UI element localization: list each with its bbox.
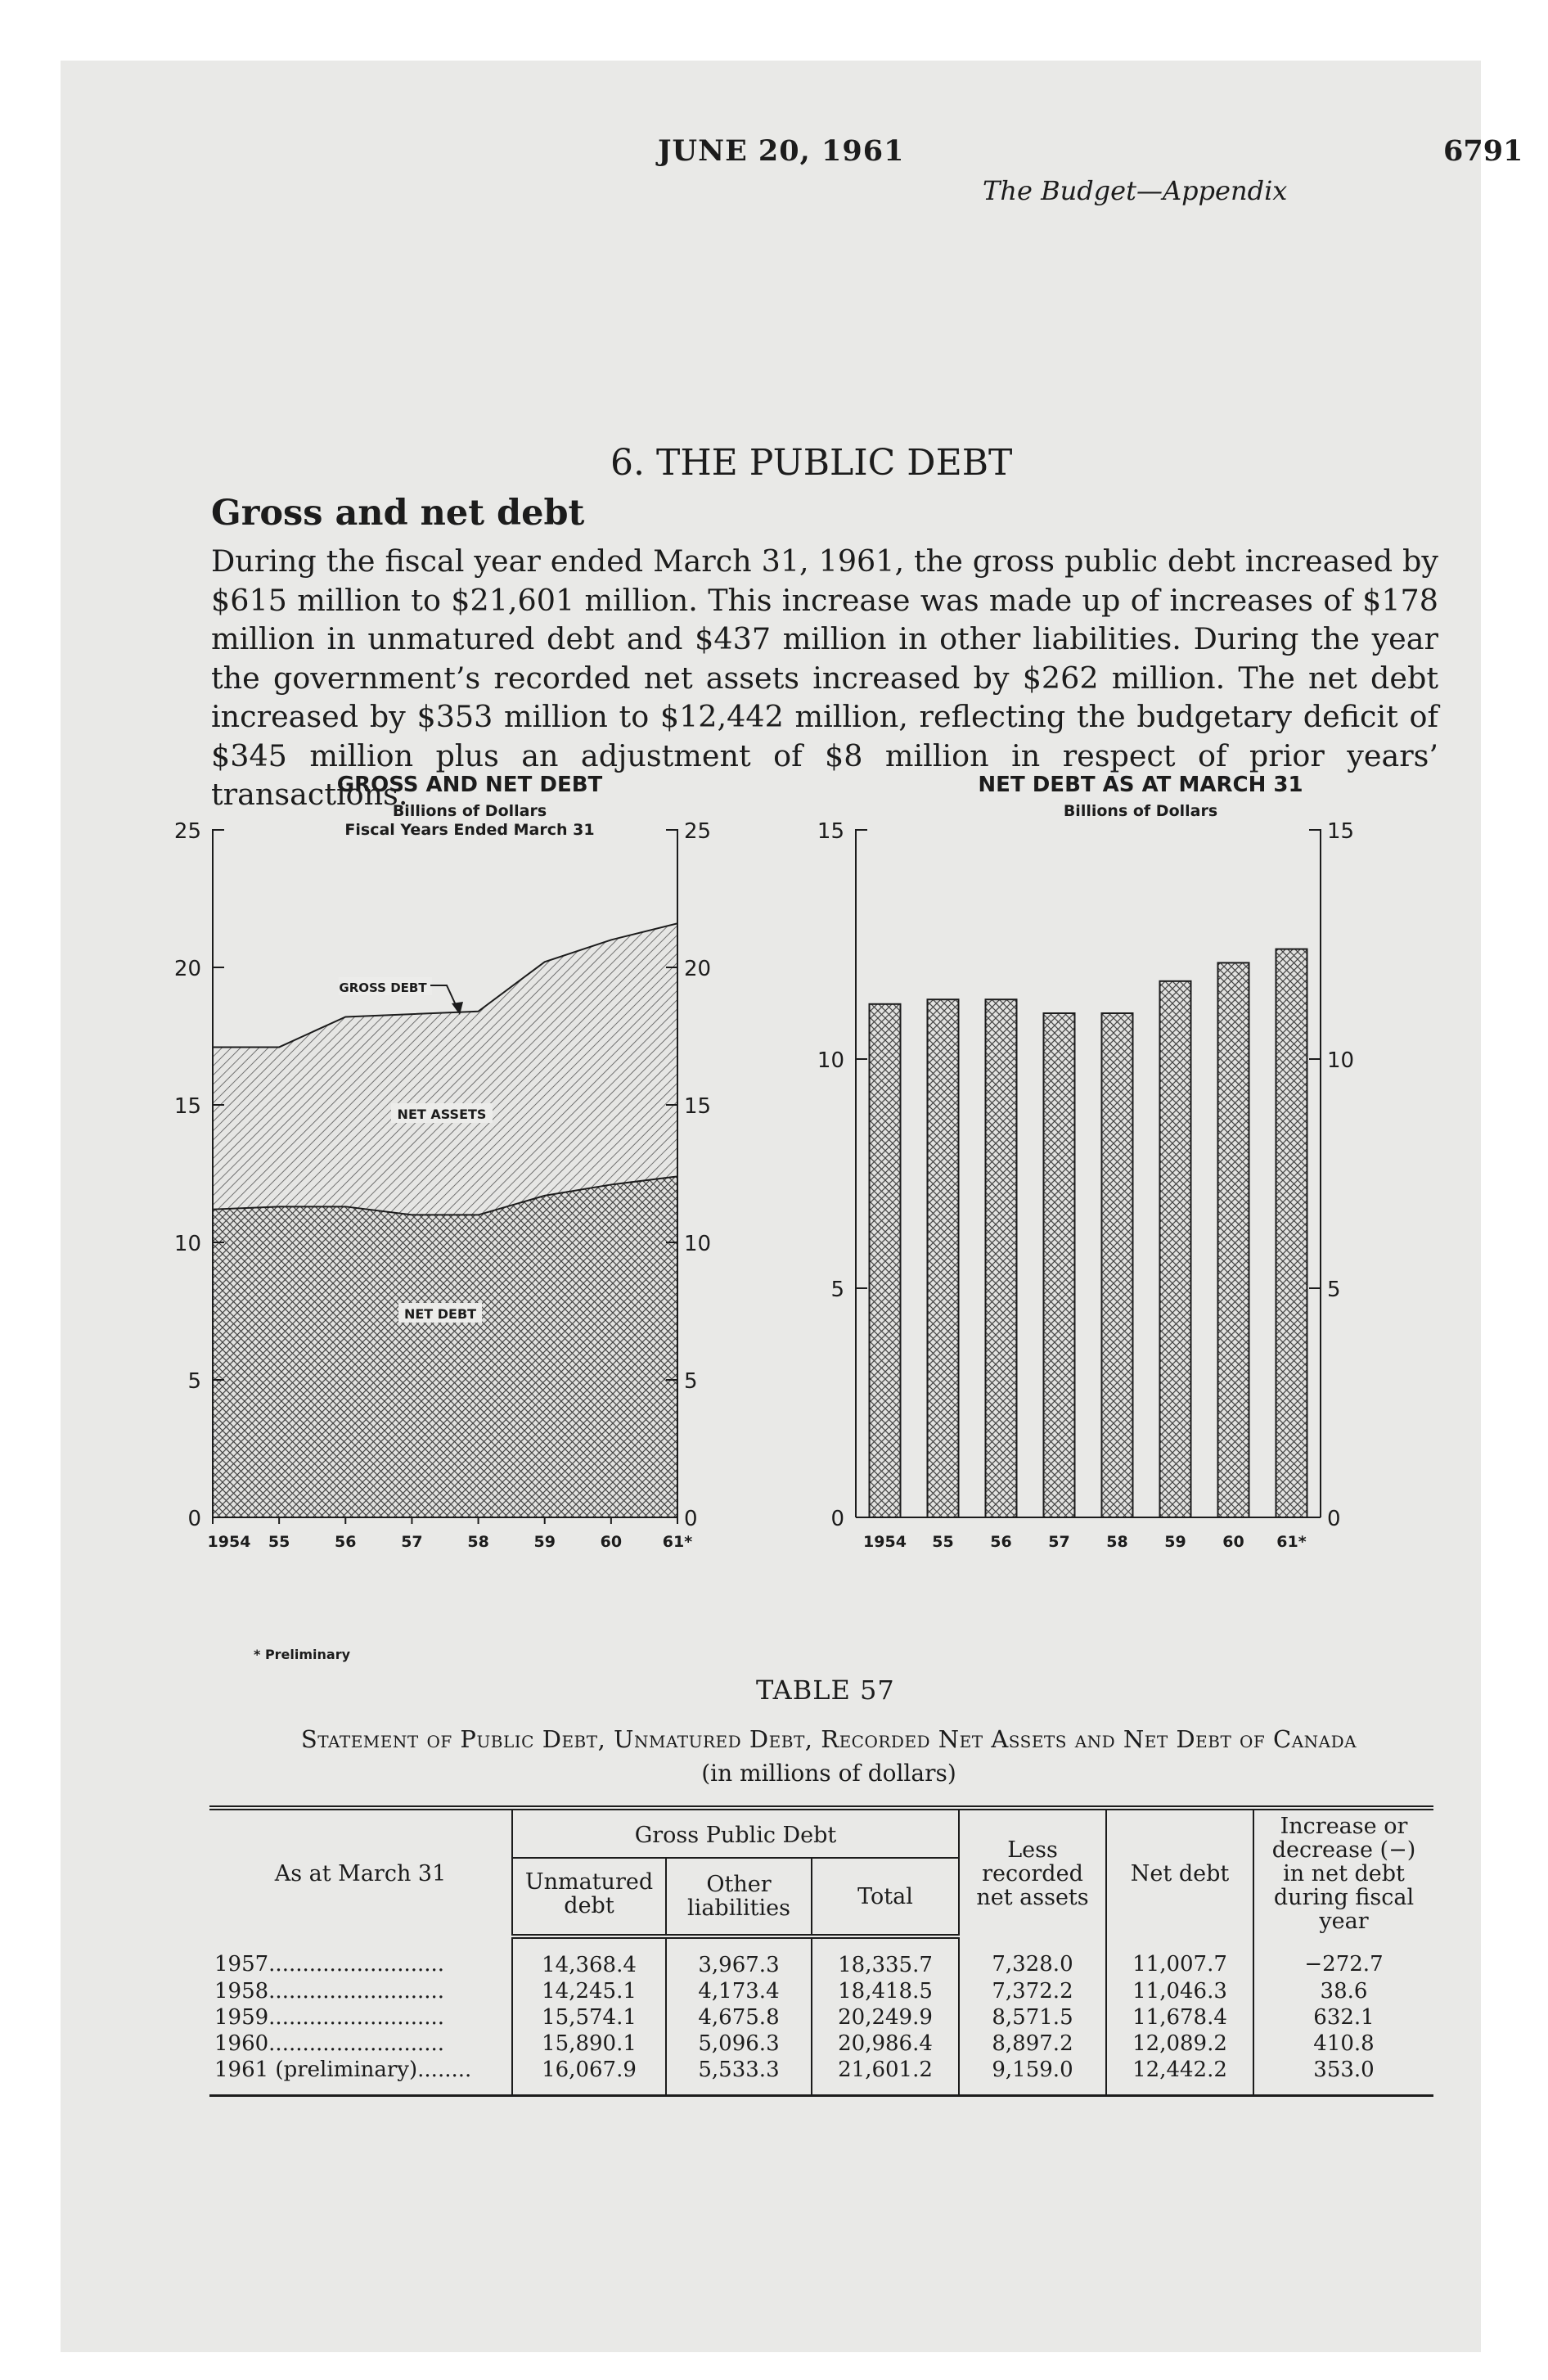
x-tick-label: 59 — [1164, 1533, 1186, 1551]
section-heading: Gross and net debt — [211, 493, 585, 534]
cell: 38.6 — [1253, 1978, 1433, 2004]
x-tick-label: 57 — [401, 1533, 423, 1551]
section-title: 6. THE PUBLIC DEBT — [610, 442, 1013, 484]
row-label: 1958.......................... — [214, 1979, 445, 2004]
col-change: Increase or decrease (−) in net debt during fiscal year — [1253, 1808, 1433, 1936]
document-page — [61, 61, 1523, 2352]
cell: 353.0 — [1253, 2057, 1433, 2096]
y-tick-label: 20 — [684, 957, 712, 981]
cell: 410.8 — [1253, 2031, 1433, 2057]
x-tick-label: 58 — [1106, 1533, 1128, 1551]
x-tick-label: 59 — [533, 1533, 556, 1551]
y-tick-label: 15 — [173, 1094, 201, 1119]
net-debt-bar — [1276, 949, 1307, 1517]
table-title: Statement of Public Debt, Unmatured Debt, Recorded Net Assets and Net Debt of Canada — [300, 1725, 1357, 1753]
col-as-at: As at March 31 — [209, 1808, 512, 1936]
cell: 12,442.2 — [1106, 2057, 1253, 2096]
net-debt-bar — [1044, 1013, 1075, 1517]
net-debt-bar — [1218, 962, 1249, 1517]
row-label: 1959.......................... — [214, 2005, 445, 2030]
gross-debt-label: GROSS DEBT — [339, 980, 427, 995]
y-tick-label: 10 — [684, 1232, 712, 1256]
x-tick-label: 60 — [1222, 1533, 1244, 1551]
net-debt-area — [213, 1176, 677, 1517]
cell: 21,601.2 — [812, 2057, 959, 2096]
cell: 20,249.9 — [812, 2004, 959, 2031]
cell: 12,089.2 — [1106, 2031, 1253, 2057]
y-tick-label: 15 — [1327, 819, 1355, 844]
x-tick-label: 1954 — [207, 1533, 251, 1551]
x-tick-label: 55 — [268, 1533, 290, 1551]
cell: −272.7 — [1253, 1936, 1433, 1978]
x-tick-label: 58 — [467, 1533, 489, 1551]
cell: 9,159.0 — [959, 2057, 1106, 2096]
left-chart-subtitle: Billions of Dollars — [392, 802, 547, 820]
row-label: 1960.......................... — [214, 2031, 445, 2056]
cell: 11,007.7 — [1106, 1936, 1253, 1978]
col-total: Total — [812, 1858, 959, 1936]
col-net-debt: Net debt — [1106, 1808, 1253, 1936]
y-tick-label: 0 — [684, 1507, 698, 1531]
y-tick-label: 5 — [830, 1278, 844, 1302]
y-tick-label: 10 — [173, 1232, 201, 1256]
cell: 14,368.4 — [512, 1936, 666, 1978]
col-group-gross: Gross Public Debt — [512, 1808, 959, 1858]
cell: 5,096.3 — [666, 2031, 812, 2057]
x-tick-label: 56 — [335, 1533, 357, 1551]
net-debt-label: NET DEBT — [403, 1306, 477, 1322]
cell: 8,571.5 — [959, 2004, 1106, 2031]
y-axis-left — [856, 830, 867, 1517]
x-tick-label: 1954 — [863, 1533, 907, 1551]
cell: 7,372.2 — [959, 1978, 1106, 2004]
cell: 16,067.9 — [512, 2057, 666, 2096]
cell: 7,328.0 — [959, 1936, 1106, 1978]
y-tick-label: 0 — [187, 1507, 201, 1531]
cell: 18,335.7 — [812, 1936, 959, 1978]
y-tick-label: 25 — [684, 819, 712, 844]
y-tick-label: 15 — [817, 819, 844, 844]
body-paragraph: During the fiscal year ended March 31, 1961, the gross public debt increased by $615 million to $21,601 million. This increase was made up of increases of $178 million in unmatured debt and $437 million in other liabilities. During the year the government’s recorded net assets increased by $262 million. The net debt increased by $353 million to $12,442 million, reflecting the budgetary deficit of $345 million plus an adjustment of $8 million in respect of prior years’ transactions. — [211, 543, 1438, 812]
x-tick-label: 55 — [932, 1533, 954, 1551]
col-other: Other liabilities — [666, 1858, 812, 1936]
cell: 632.1 — [1253, 2004, 1433, 2031]
left-chart-title: GROSS AND NET DEBT — [336, 773, 603, 797]
x-tick-label: 61* — [662, 1533, 693, 1551]
y-tick-label: 0 — [1327, 1507, 1341, 1531]
net-debt-bar — [1160, 981, 1191, 1517]
x-tick-label: 61* — [1276, 1533, 1307, 1551]
y-tick-label: 0 — [830, 1507, 844, 1531]
col-less-assets: Less recorded net assets — [959, 1808, 1106, 1936]
y-tick-label: 10 — [817, 1048, 844, 1073]
preliminary-footnote: * Preliminary — [254, 1647, 351, 1662]
cell: 15,574.1 — [512, 2004, 666, 2031]
cell: 14,245.1 — [512, 1978, 666, 2004]
table-row — [209, 2004, 1433, 2031]
y-axis-right — [1309, 830, 1321, 1517]
page-date: JUNE 20, 1961 — [658, 134, 905, 168]
y-tick-label: 20 — [173, 957, 201, 981]
cell: 11,678.4 — [1106, 2004, 1253, 2031]
cell: 20,986.4 — [812, 2031, 959, 2057]
x-tick-label: 56 — [990, 1533, 1012, 1551]
row-label: 1957.......................... — [214, 1951, 445, 1977]
cell: 11,046.3 — [1106, 1978, 1253, 2004]
cell: 8,897.2 — [959, 2031, 1106, 2057]
cell: 3,967.3 — [666, 1936, 812, 1978]
running-subtitle: The Budget—Appendix — [983, 175, 1288, 206]
y-tick-label: 5 — [684, 1369, 698, 1394]
net-debt-bar — [986, 999, 1017, 1517]
table-number: TABLE 57 — [756, 1675, 895, 1706]
net-debt-bar — [928, 999, 959, 1517]
y-tick-label: 5 — [187, 1369, 201, 1394]
cell: 4,173.4 — [666, 1978, 812, 2004]
net-debt-bar — [870, 1004, 901, 1517]
y-tick-label: 5 — [1327, 1278, 1341, 1302]
table-row — [209, 1936, 1433, 1978]
y-tick-label: 15 — [684, 1094, 712, 1119]
public-debt-table — [209, 1805, 1433, 2097]
table-unit: (in millions of dollars) — [701, 1760, 956, 1787]
right-chart-subtitle: Billions of Dollars — [1063, 802, 1218, 820]
table-row — [209, 1978, 1433, 2004]
right-chart-title: NET DEBT AS AT MARCH 31 — [978, 773, 1303, 797]
x-tick-label: 60 — [600, 1533, 623, 1551]
cell: 18,418.5 — [812, 1978, 959, 2004]
table-row — [209, 2031, 1433, 2057]
col-unmatured: Unmatured debt — [512, 1858, 666, 1936]
cell: 5,533.3 — [666, 2057, 812, 2096]
page-number: 6791 — [1443, 134, 1523, 168]
y-tick-label: 10 — [1327, 1048, 1355, 1073]
cell: 15,890.1 — [512, 2031, 666, 2057]
left-chart-subtitle-2: Fiscal Years Ended March 31 — [344, 821, 595, 839]
row-label: 1961 (preliminary)........ — [209, 2057, 512, 2096]
net-debt-bar — [1102, 1013, 1133, 1517]
y-tick-label: 25 — [173, 819, 201, 844]
net-assets-label: NET ASSETS — [397, 1107, 487, 1122]
cell: 4,675.8 — [666, 2004, 812, 2031]
table-row — [209, 2057, 1433, 2096]
x-tick-label: 57 — [1048, 1533, 1070, 1551]
